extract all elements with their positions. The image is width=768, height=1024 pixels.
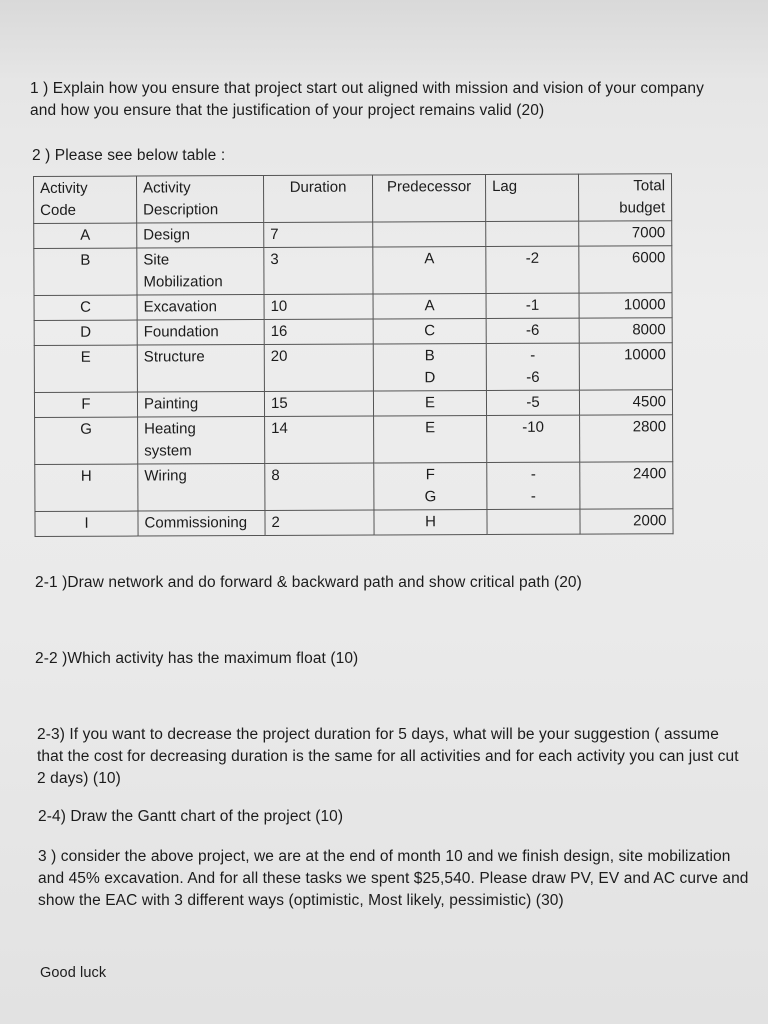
activity-predecessor: G — [424, 488, 437, 506]
predecessor-cell — [373, 222, 486, 247]
activity-description-cell — [137, 247, 264, 295]
budget-cell — [580, 462, 673, 509]
predecessor-cell — [373, 319, 486, 344]
activity-budget: 7000 — [631, 224, 666, 242]
activity-code: B — [80, 251, 91, 269]
activity-duration: 15 — [270, 394, 288, 412]
activity-code: A — [80, 226, 91, 244]
activity-code-cell — [35, 417, 138, 464]
activity-predecessor: H — [425, 513, 436, 531]
activity-predecessor: E — [424, 394, 436, 412]
activity-budget: 2800 — [632, 418, 667, 436]
activity-budget: 8000 — [632, 321, 666, 339]
activity-predecessor: A — [424, 250, 435, 268]
activity-lag — [492, 223, 572, 245]
activity-description-cell — [138, 416, 265, 464]
activity-duration: 20 — [270, 347, 288, 365]
activity-description: Painting — [143, 395, 199, 413]
budget-cell — [580, 415, 673, 462]
activity-lag: -6 — [526, 368, 540, 386]
table-row — [34, 293, 672, 321]
activity-duration: 10 — [270, 297, 288, 315]
duration-cell — [265, 463, 374, 510]
activity-description-cell — [137, 391, 264, 417]
table-row — [34, 221, 672, 249]
closing-text: Good luck — [40, 965, 107, 981]
budget-cell — [579, 390, 672, 415]
activity-predecessor: F — [425, 466, 435, 484]
question-2-intro: 2 ) Please see below table : — [32, 147, 226, 164]
activity-description-cell — [138, 510, 265, 536]
header-total-budget: Total budget — [578, 174, 671, 221]
table-row — [34, 318, 672, 346]
activity-code-cell — [35, 511, 138, 536]
activity-duration: 3 — [270, 250, 279, 268]
activity-description: Design — [143, 226, 190, 244]
activity-lag: - — [530, 346, 536, 364]
activity-lag: -5 — [526, 393, 540, 411]
duration-cell — [264, 391, 373, 416]
budget-cell — [579, 246, 672, 293]
activity-code-cell — [34, 392, 137, 417]
question-1: 1 ) Explain how you ensure that project start out aligned with mission and vision of your company and how you ensure that the justification of your project remains valid (20) — [30, 80, 704, 119]
activity-code: F — [81, 395, 91, 413]
activity-budget: 4500 — [632, 393, 667, 411]
activity-lag: -6 — [525, 321, 540, 339]
activity-description: Excavation — [143, 298, 217, 316]
question-2-4: 2-4) Draw the Gantt chart of the project (10) — [38, 808, 344, 825]
budget-cell — [579, 343, 672, 390]
predecessor-cell — [373, 391, 486, 416]
budget-cell — [579, 221, 672, 246]
predecessor-cell — [374, 463, 487, 510]
activity-description-cell — [138, 463, 265, 511]
activity-description: Site — [143, 251, 170, 269]
table-row — [34, 246, 672, 296]
activity-description: Mobilization — [143, 273, 223, 291]
lag-cell — [487, 509, 580, 534]
activity-code-cell — [34, 320, 137, 345]
table-row — [35, 509, 673, 537]
activity-description: Wiring — [144, 467, 187, 485]
lag-cell — [486, 221, 579, 246]
budget-cell — [579, 293, 672, 318]
lag-cell — [486, 343, 579, 390]
activity-budget: 10000 — [624, 346, 666, 364]
activity-code-cell — [35, 464, 138, 511]
activity-code: I — [84, 514, 89, 532]
predecessor-cell — [373, 294, 486, 319]
activity-predecessor: D — [424, 369, 436, 387]
activity-code-cell — [34, 295, 137, 320]
activity-description-cell — [137, 294, 264, 320]
duration-cell — [264, 247, 373, 294]
activity-duration: 7 — [270, 225, 279, 243]
lag-cell — [486, 293, 579, 318]
activity-description-cell — [137, 344, 264, 392]
duration-cell — [264, 344, 373, 391]
activity-lag: - — [530, 487, 536, 505]
duration-cell — [265, 510, 374, 535]
duration-cell — [264, 222, 373, 247]
header-activity-code: Activity Code — [34, 176, 137, 223]
question-2-1: 2-1 )Draw network and do forward & backward path and show critical path (20) — [35, 574, 582, 591]
header-predecessor: Predecessor — [372, 175, 485, 222]
activity-predecessor — [379, 223, 479, 245]
activity-predecessor: A — [424, 297, 435, 315]
activity-budget: 10000 — [623, 296, 666, 314]
budget-cell — [579, 318, 672, 343]
activity-description: Commissioning — [144, 514, 248, 532]
lag-cell — [487, 415, 580, 462]
table-row — [35, 415, 673, 465]
activity-lag: -1 — [525, 296, 540, 314]
activity-description: system — [144, 442, 192, 460]
activity-budget: 6000 — [631, 249, 666, 267]
activity-budget: 2400 — [632, 465, 667, 483]
predecessor-cell — [373, 344, 486, 391]
duration-cell — [264, 294, 373, 319]
duration-cell — [265, 416, 374, 463]
lag-cell — [486, 318, 579, 343]
predecessor-cell — [374, 416, 487, 463]
question-2-2: 2-2 )Which activity has the maximum float (10) — [35, 650, 359, 667]
table-row — [35, 462, 673, 512]
activity-code: C — [80, 298, 92, 316]
activity-duration: 14 — [271, 419, 288, 437]
activity-duration: 8 — [271, 466, 280, 484]
table-header-row — [34, 174, 672, 224]
budget-cell — [580, 509, 673, 534]
activity-predecessor: B — [424, 347, 435, 365]
lag-cell — [487, 462, 580, 509]
duration-cell — [264, 319, 373, 344]
activity-description: Foundation — [143, 323, 219, 341]
activity-lag: -2 — [525, 249, 540, 267]
activity-predecessor: E — [425, 419, 436, 437]
predecessor-cell — [373, 247, 486, 294]
question-3: 3 ) consider the above project, we are at the end of month 10 and we finish design, site mobilization and 45% excavation. And for all these tasks we spent $25,540. Please draw PV, EV and AC curve and show the EAC with 3 different ways (optimistic, Most likely, pessimistic) (30) — [38, 848, 749, 909]
table-row — [34, 343, 672, 393]
predecessor-cell — [374, 510, 487, 535]
activity-table-body — [34, 174, 674, 537]
activity-table — [33, 173, 674, 537]
lag-cell — [486, 390, 579, 415]
activity-lag: -10 — [522, 418, 544, 436]
activity-predecessor: C — [424, 322, 436, 340]
question-2-3: 2-3) If you want to decrease the project duration for 5 days, what will be your suggestion ( assume that the cost for decreasing duration is the same for all activities and for each activity you can just cut 2 days) (10) — [37, 726, 739, 787]
activity-code: G — [80, 420, 92, 438]
table-row — [34, 390, 672, 418]
activity-description: Structure — [143, 348, 205, 366]
header-duration: Duration — [264, 175, 373, 222]
activity-lag: - — [530, 465, 536, 483]
header-lag: Lag — [485, 174, 578, 221]
activity-code-cell — [34, 248, 137, 295]
activity-duration: 16 — [270, 322, 288, 340]
activity-description-cell — [137, 319, 264, 345]
lag-cell — [486, 246, 579, 293]
activity-code: E — [80, 348, 91, 366]
activity-duration: 2 — [271, 513, 280, 531]
header-activity-description: Activity Description — [137, 175, 264, 223]
activity-code-cell — [34, 223, 137, 248]
activity-code-cell — [34, 345, 137, 392]
activity-description-cell — [137, 222, 264, 248]
activity-description: Heating — [144, 420, 196, 438]
activity-code: H — [80, 467, 92, 485]
activity-lag — [493, 511, 573, 533]
activity-code: D — [80, 323, 92, 341]
activity-budget: 2000 — [633, 512, 667, 530]
